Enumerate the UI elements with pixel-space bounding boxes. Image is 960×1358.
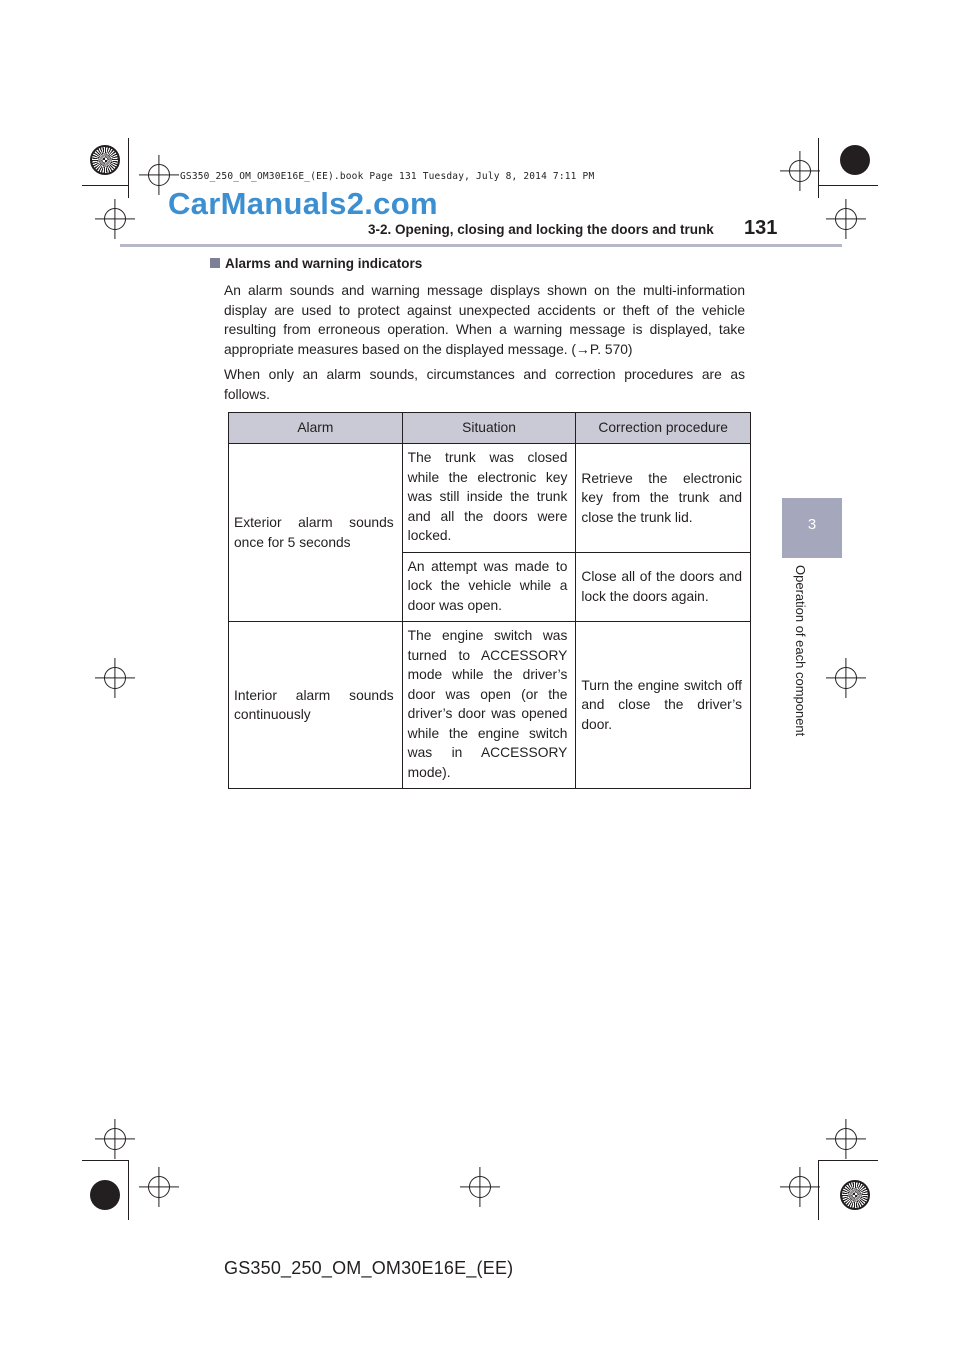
column-header-alarm: Alarm [229, 413, 403, 444]
registration-disc-icon [90, 1180, 120, 1210]
registration-crosshair-icon [469, 1176, 491, 1198]
print-book-info: GS350_250_OM_OM30E16E_(EE).book Page 131 Tuesday, July 8, 2014 7:11 PM [180, 171, 595, 182]
correction-cell: Turn the engine switch off and close the driver’s door. [576, 622, 751, 789]
chapter-number: 3 [807, 516, 817, 533]
registration-crosshair-icon [835, 1128, 857, 1150]
situation-cell: An attempt was made to lock the vehicle while a door was open. [402, 552, 576, 622]
table-row [229, 622, 751, 789]
page-number: 131 [744, 217, 778, 239]
document-code-footer: GS350_250_OM_OM30E16E_(EE) [224, 1258, 514, 1278]
chapter-title-vertical [793, 565, 811, 765]
alarm-cell: Exterior alarm sounds once for 5 seconds [229, 444, 403, 622]
registration-crosshair-icon [104, 667, 126, 689]
registration-disc-icon [840, 1180, 870, 1210]
situation-cell: The engine switch was turned to ACCESSORY mode while the driver’s door was open (or the driver’s door was opened while the engine switch was in ACCESSORY mode). [402, 622, 576, 789]
section-title: 3-2. Opening, closing and locking the doors and trunk [368, 222, 714, 237]
alarm-cell: Interior alarm sounds continuously [229, 622, 403, 789]
registration-crosshair-icon [835, 667, 857, 689]
bullet-square-icon [210, 258, 220, 268]
column-header-situation: Situation [402, 413, 576, 444]
chapter-tab [782, 498, 842, 558]
registration-crosshair-icon [104, 208, 126, 230]
registration-disc-icon [90, 145, 120, 175]
correction-cell: Retrieve the electronic key from the trunk and close the trunk lid. [576, 444, 751, 553]
registration-crosshair-icon [104, 1128, 126, 1150]
registration-crosshair-icon [148, 1176, 170, 1198]
table-header-row [229, 413, 751, 444]
body-paragraph-1: An alarm sounds and warning message displays shown on the multi-information display are used to protect against unexpected accidents or theft of the vehicle resulting from erroneous operation. When a warning message is displayed, take appropriate measures based on the displayed message. (→P. 570) [224, 283, 745, 357]
correction-cell: Close all of the doors and lock the doors again. [576, 552, 751, 622]
section-heading-text: Alarms and warning indicators [225, 256, 423, 271]
watermark-logo[interactable]: CarManuals2.com [168, 186, 438, 221]
alarm-table [228, 412, 751, 789]
registration-crosshair-icon [789, 1176, 811, 1198]
registration-crosshair-icon [835, 208, 857, 230]
column-header-correction: Correction procedure [576, 413, 751, 444]
registration-crosshair-icon [789, 160, 811, 182]
body-paragraph-2: When only an alarm sounds, circumstances and correction procedures are as follows. [224, 367, 745, 402]
table-row [229, 444, 751, 553]
header-rule [120, 244, 842, 247]
situation-cell: The trunk was closed while the electronic key was still inside the trunk and all the doors were locked. [402, 444, 576, 553]
section-heading [210, 256, 422, 271]
chapter-title: Operation of each component [793, 565, 808, 737]
registration-disc-icon [840, 145, 870, 175]
registration-crosshair-icon [148, 164, 170, 186]
